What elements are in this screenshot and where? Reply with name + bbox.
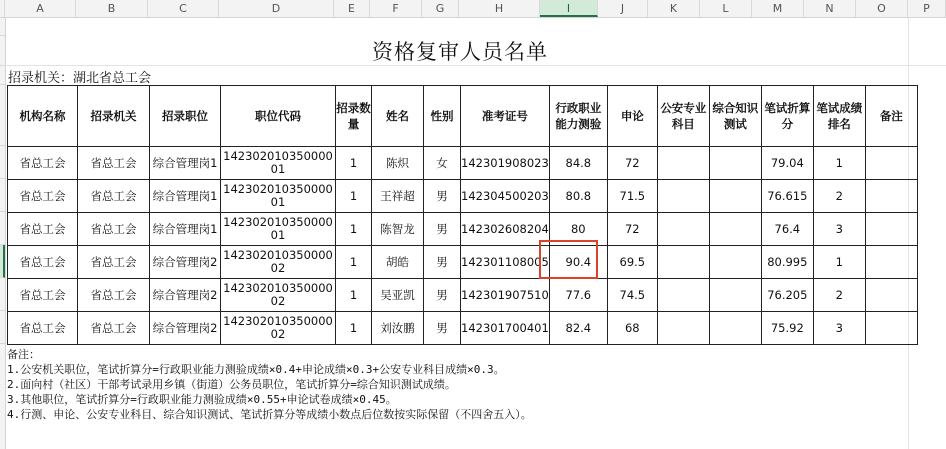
- table-cell[interactable]: 省总工会: [8, 180, 78, 213]
- table-cell[interactable]: 综合管理岗1: [150, 213, 221, 246]
- table-cell[interactable]: 省总工会: [78, 147, 150, 180]
- table-cell[interactable]: 2: [813, 279, 865, 312]
- table-cell[interactable]: 3: [813, 213, 865, 246]
- column-header-h[interactable]: H: [459, 0, 540, 17]
- table-row: [8, 312, 918, 345]
- row-header[interactable]: [0, 179, 5, 212]
- table-cell[interactable]: 省总工会: [8, 213, 78, 246]
- note-line[interactable]: 4.行测、申论、公安专业科目、综合知识测试、笔试折算分等成绩小数点后位数按实际保留（不四舍五入）。: [7, 408, 532, 421]
- row-header[interactable]: [0, 18, 5, 36]
- row-header-selected[interactable]: [0, 245, 5, 278]
- header-cell[interactable]: 备注: [865, 86, 917, 147]
- table-cell[interactable]: 省总工会: [78, 246, 150, 279]
- table-cell[interactable]: [657, 246, 709, 279]
- table-cell[interactable]: [709, 246, 761, 279]
- table-cell[interactable]: 1: [813, 147, 865, 180]
- table-cell[interactable]: 省总工会: [78, 213, 150, 246]
- header-cell[interactable]: 职位代码: [221, 86, 336, 147]
- table-cell[interactable]: 综合管理岗1: [150, 180, 221, 213]
- table-cell[interactable]: 80: [549, 213, 607, 246]
- header-cell[interactable]: 招录职位: [150, 86, 221, 147]
- table-cell[interactable]: 84.8: [549, 147, 607, 180]
- table-cell[interactable]: 陈智龙: [372, 213, 424, 246]
- table-cell[interactable]: 72: [607, 147, 657, 180]
- table-cell[interactable]: 1: [336, 180, 372, 213]
- table-cell[interactable]: 142301700401: [461, 312, 550, 345]
- header-cell[interactable]: 招录数量: [336, 86, 372, 147]
- table-cell[interactable]: [865, 246, 917, 279]
- table-cell[interactable]: 68: [607, 312, 657, 345]
- table-cell[interactable]: 综合管理岗2: [150, 312, 221, 345]
- table-cell[interactable]: 72: [607, 213, 657, 246]
- table-cell[interactable]: 79.04: [761, 147, 813, 180]
- column-header-c[interactable]: C: [148, 0, 219, 17]
- column-header-p[interactable]: P: [908, 0, 946, 17]
- row-header[interactable]: [0, 36, 5, 66]
- table-cell[interactable]: 3: [813, 312, 865, 345]
- row-header[interactable]: [0, 278, 5, 311]
- table-cell[interactable]: 76.4: [761, 213, 813, 246]
- table-cell[interactable]: 142301908023: [461, 147, 550, 180]
- column-header-o[interactable]: O: [856, 0, 908, 17]
- table-cell[interactable]: 陈炽: [372, 147, 424, 180]
- table-cell[interactable]: 省总工会: [8, 246, 78, 279]
- column-header-i[interactable]: I: [540, 0, 598, 17]
- table-row: [8, 246, 918, 279]
- column-header-f[interactable]: F: [370, 0, 422, 17]
- table-cell[interactable]: 男: [424, 180, 461, 213]
- table-cell[interactable]: 76.615: [761, 180, 813, 213]
- table-cell[interactable]: [657, 213, 709, 246]
- table-cell[interactable]: 14230201035000002: [221, 312, 336, 345]
- table-cell[interactable]: [657, 180, 709, 213]
- table-cell[interactable]: 1: [336, 213, 372, 246]
- table-cell[interactable]: 省总工会: [78, 180, 150, 213]
- column-header-bar: [0, 0, 946, 18]
- table-cell[interactable]: 142304500203: [461, 180, 550, 213]
- table-row: [8, 213, 918, 246]
- table-cell[interactable]: 71.5: [607, 180, 657, 213]
- table-cell[interactable]: 14230201035000002: [221, 246, 336, 279]
- row-header[interactable]: [0, 311, 5, 344]
- table-cell[interactable]: [865, 147, 917, 180]
- table-cell[interactable]: 142301108005: [461, 246, 550, 279]
- row-header[interactable]: [0, 85, 5, 146]
- table-cell[interactable]: [709, 279, 761, 312]
- header-cell[interactable]: 准考证号: [461, 86, 550, 147]
- header-cell[interactable]: 性别: [424, 86, 461, 147]
- table-header-row: [8, 86, 918, 147]
- table-cell[interactable]: 14230201035000001: [221, 147, 336, 180]
- table-cell[interactable]: 胡皓: [372, 246, 424, 279]
- table-cell[interactable]: 80.995: [761, 246, 813, 279]
- header-cell[interactable]: 笔试折算分: [761, 86, 813, 147]
- table-cell[interactable]: 女: [424, 147, 461, 180]
- table-cell[interactable]: 男: [424, 312, 461, 345]
- table-cell[interactable]: 综合管理岗2: [150, 246, 221, 279]
- table-cell[interactable]: 75.92: [761, 312, 813, 345]
- table-cell[interactable]: [865, 213, 917, 246]
- table-cell[interactable]: 142301907510: [461, 279, 550, 312]
- note-line[interactable]: 3.其他职位，笔试折算分=行政职业能力测验成绩×0.55+申论试卷成绩×0.45。: [7, 393, 397, 406]
- table-cell[interactable]: [865, 180, 917, 213]
- table-cell[interactable]: 省总工会: [78, 312, 150, 345]
- table-cell[interactable]: 综合管理岗2: [150, 279, 221, 312]
- table-row: [8, 147, 918, 180]
- row-header[interactable]: [0, 212, 5, 245]
- header-cell[interactable]: 行政职业能力测验: [549, 86, 607, 147]
- row-header[interactable]: [0, 146, 5, 179]
- notes-block: [7, 347, 532, 422]
- table-cell[interactable]: 省总工会: [8, 312, 78, 345]
- table-cell[interactable]: 14230201035000001: [221, 180, 336, 213]
- table-cell[interactable]: 综合管理岗1: [150, 147, 221, 180]
- table-cell[interactable]: 1: [336, 312, 372, 345]
- table-cell[interactable]: [657, 279, 709, 312]
- header-cell[interactable]: 申论: [607, 86, 657, 147]
- column-header-g[interactable]: G: [422, 0, 459, 17]
- table-cell[interactable]: [865, 279, 917, 312]
- table-cell[interactable]: 男: [424, 213, 461, 246]
- table-cell[interactable]: 142302608204: [461, 213, 550, 246]
- header-cell[interactable]: 机构名称: [8, 86, 78, 147]
- table-cell[interactable]: 69.5: [607, 246, 657, 279]
- column-header-j[interactable]: J: [598, 0, 648, 17]
- table-cell[interactable]: [709, 180, 761, 213]
- table-cell[interactable]: 男: [424, 279, 461, 312]
- table-cell[interactable]: 1: [813, 246, 865, 279]
- header-cell[interactable]: 笔试成绩排名: [813, 86, 865, 147]
- column-header-b[interactable]: B: [76, 0, 148, 17]
- table-cell[interactable]: 82.4: [549, 312, 607, 345]
- candidate-table: [7, 85, 918, 345]
- table-cell[interactable]: [865, 312, 917, 345]
- column-header-k[interactable]: K: [648, 0, 700, 17]
- table-cell[interactable]: 王祥超: [372, 180, 424, 213]
- table-cell[interactable]: [657, 147, 709, 180]
- table-cell[interactable]: 1: [336, 279, 372, 312]
- table-cell[interactable]: 刘汝鹏: [372, 312, 424, 345]
- table-cell[interactable]: 1: [336, 246, 372, 279]
- sheet-title[interactable]: 资格复审人员名单: [372, 40, 548, 64]
- column-header-n[interactable]: N: [804, 0, 856, 17]
- table-row: [8, 180, 918, 213]
- table-cell[interactable]: 1: [336, 147, 372, 180]
- table-cell[interactable]: 74.5: [607, 279, 657, 312]
- note-line[interactable]: 1.公安机关职位，笔试折算分=行政职业能力测验成绩×0.4+申论成绩×0.3+公安专业科目成绩×0.3。: [7, 363, 505, 376]
- header-cell[interactable]: 招录机关: [78, 86, 150, 147]
- note-line[interactable]: 2.面向村（社区）干部考试录用乡镇（街道）公务员职位，笔试折算分=综合知识测试成绩。: [7, 378, 456, 391]
- table-cell[interactable]: [709, 213, 761, 246]
- table-cell[interactable]: [709, 147, 761, 180]
- column-header-d[interactable]: D: [219, 0, 334, 17]
- table-cell[interactable]: 2: [813, 180, 865, 213]
- table-cell[interactable]: 省总工会: [8, 279, 78, 312]
- notes-heading[interactable]: 备注：: [7, 348, 40, 361]
- table-cell[interactable]: 77.6: [549, 279, 607, 312]
- selected-cell[interactable]: 90.4: [549, 246, 607, 279]
- table-cell[interactable]: [657, 312, 709, 345]
- column-header-a[interactable]: A: [5, 0, 76, 17]
- row-header-bar: [0, 18, 6, 449]
- column-header-m[interactable]: M: [752, 0, 804, 17]
- table-cell[interactable]: 省总工会: [78, 279, 150, 312]
- column-header-l[interactable]: L: [700, 0, 752, 17]
- header-cell[interactable]: 姓名: [372, 86, 424, 147]
- header-cell[interactable]: 综合知识测试: [709, 86, 761, 147]
- table-row: [8, 279, 918, 312]
- table-cell[interactable]: 14230201035000002: [221, 279, 336, 312]
- row-header[interactable]: [0, 66, 5, 85]
- column-header-e[interactable]: E: [334, 0, 370, 17]
- table-cell[interactable]: 吴亚凯: [372, 279, 424, 312]
- org-line[interactable]: 招录机关：湖北省总工会: [8, 71, 152, 86]
- table-cell[interactable]: 14230201035000001: [221, 213, 336, 246]
- table-cell[interactable]: 76.205: [761, 279, 813, 312]
- table-cell[interactable]: 男: [424, 246, 461, 279]
- header-cell[interactable]: 公安专业科目: [657, 86, 709, 147]
- table-cell[interactable]: 80.8: [549, 180, 607, 213]
- table-cell[interactable]: [709, 312, 761, 345]
- table-cell[interactable]: 省总工会: [8, 147, 78, 180]
